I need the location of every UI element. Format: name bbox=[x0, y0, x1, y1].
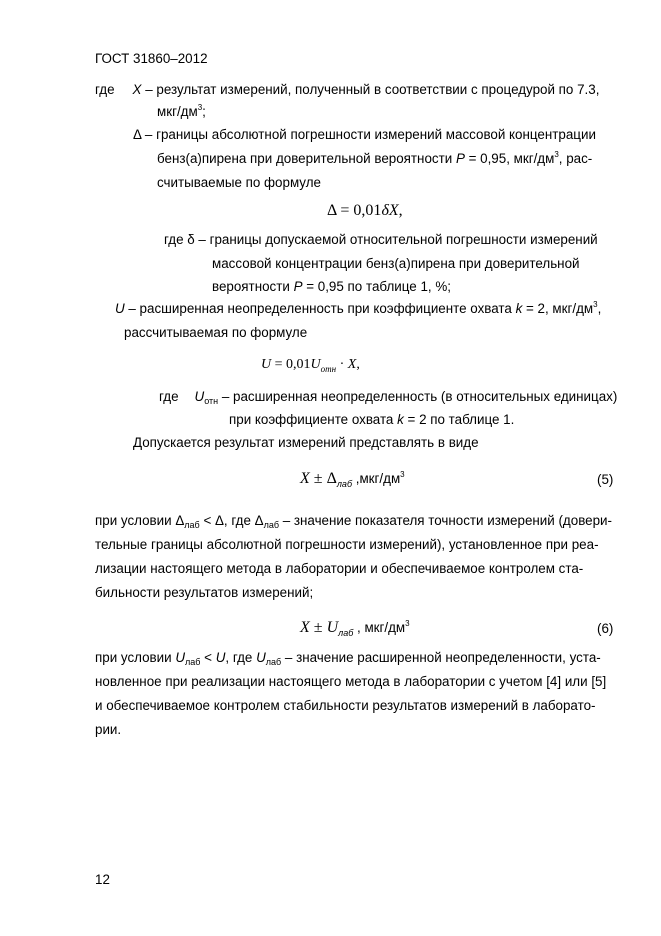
page-number: 12 bbox=[95, 872, 110, 887]
symbol-u: U bbox=[194, 389, 205, 404]
unit-exponent: 3 bbox=[197, 103, 203, 112]
text-part: = 0,95, мкг/дм bbox=[464, 151, 555, 166]
text-part: , где bbox=[225, 650, 257, 665]
formula-unit: ,мкг/дм bbox=[352, 471, 401, 486]
paragraph-1-line-2: тельные границы абсолютной погрешности измерений), установленное при реа- bbox=[95, 537, 599, 552]
formula-u-symbol: U bbox=[310, 357, 321, 372]
symbol-k: k bbox=[397, 412, 404, 427]
delta-definition-line-3: считываемые по формуле bbox=[157, 175, 321, 190]
formula-dot: · bbox=[336, 357, 348, 372]
document-id-header: ГОСТ 31860–2012 bbox=[95, 51, 208, 66]
unit: мкг/дм bbox=[157, 104, 198, 119]
punctuation: ; bbox=[202, 104, 206, 119]
paragraph-1-line-4: бильности результатов измерений; bbox=[95, 585, 314, 600]
subscript: лаб bbox=[265, 657, 282, 667]
u-definition-line bbox=[115, 301, 601, 317]
text-part: = 2, мкг/дм bbox=[522, 301, 594, 316]
text-part: – значение показателя точности измерений (довери- bbox=[279, 513, 612, 528]
text-part: = 2 по таблице 1. bbox=[403, 412, 515, 427]
unit-exponent: 3 bbox=[405, 619, 410, 628]
symbol-x: X bbox=[132, 82, 142, 97]
subscript: отн bbox=[204, 396, 219, 406]
formula-u-symbol: U bbox=[261, 357, 272, 372]
u-rel-definition-2 bbox=[229, 412, 514, 428]
text-part: , bbox=[597, 301, 602, 316]
formula-x: X bbox=[347, 357, 357, 372]
paragraph-2-line-4: рии. bbox=[95, 722, 122, 737]
formula-lhs: Δ = 0,01 bbox=[327, 202, 382, 219]
formula-5 bbox=[300, 469, 405, 488]
paragraph-2-line-2: новленное при реализации настоящего метода в лаборатории с учетом [4] или [5] bbox=[95, 674, 607, 689]
symbol-u: U bbox=[256, 650, 266, 665]
formula-subscript: отн bbox=[320, 364, 337, 374]
formula-x: X bbox=[300, 470, 310, 487]
text-part: при коэффициенте охвата bbox=[229, 412, 398, 427]
paragraph-2-line-3: и обеспечиваемое контролем стабильности результатов измерений в лаборато- bbox=[95, 698, 596, 713]
formula-u-symbol: U bbox=[326, 619, 339, 636]
u-definition-line-2: рассчитываемая по формуле bbox=[124, 325, 308, 340]
formula-pm-delta: ± Δ bbox=[309, 470, 337, 487]
text-part: бенз(а)пирена при доверительной вероятности bbox=[157, 151, 456, 166]
text-part: – значение расширенной неопределенности, уста- bbox=[281, 650, 601, 665]
subscript: лаб bbox=[185, 657, 201, 667]
gde-label: где bbox=[95, 82, 115, 97]
definition-line-x bbox=[95, 82, 599, 98]
unit-exponent: 3 bbox=[593, 300, 598, 309]
text-part: , рас- bbox=[558, 151, 593, 166]
unit-exponent: 3 bbox=[554, 150, 559, 159]
formula-unit: , мкг/дм bbox=[353, 620, 406, 635]
formula-delta bbox=[327, 201, 403, 220]
symbol-k: k bbox=[515, 301, 523, 316]
formula-pm: ± bbox=[309, 619, 327, 636]
text-part: < Δ, где Δ bbox=[199, 513, 264, 528]
paragraph-2-line-1 bbox=[95, 650, 615, 666]
small-delta-definition: где δ – границы допускаемой относительной погрешности измерений bbox=[164, 232, 598, 247]
formula-eq: = 0,01 bbox=[271, 357, 311, 372]
subscript: лаб bbox=[263, 520, 279, 530]
gde-label: где bbox=[159, 389, 179, 404]
formula-u bbox=[261, 357, 360, 374]
paragraph-1-line-1 bbox=[95, 513, 615, 529]
paragraph-allowed: Допускается результат измерений представлять в виде bbox=[133, 435, 479, 450]
definition-text: – результат измерений, полученный в соответствии с процедурой по 7.3, bbox=[141, 82, 600, 97]
text-part: < bbox=[200, 650, 216, 665]
formula-subscript: лаб bbox=[338, 628, 354, 638]
formula-6 bbox=[300, 618, 410, 637]
text-part: при условии bbox=[95, 650, 176, 665]
formula-x: X bbox=[300, 619, 310, 636]
symbol-u: U bbox=[115, 301, 125, 316]
text-part: вероятности bbox=[212, 279, 294, 294]
symbol-u: U bbox=[215, 650, 226, 665]
subscript: лаб bbox=[184, 520, 200, 530]
formula-subscript: лаб bbox=[336, 479, 353, 489]
text-part: при условии Δ bbox=[95, 513, 185, 528]
text-part: = 0,95 по таблице 1, %; bbox=[302, 279, 451, 294]
u-rel-definition bbox=[159, 389, 617, 405]
equation-number-5: (5) bbox=[597, 472, 614, 487]
text-part: – расширенная неопределенность при коэффициенте охвата bbox=[124, 301, 516, 316]
symbol-u: U bbox=[175, 650, 186, 665]
formula-delta-symbol: δ bbox=[381, 202, 389, 219]
delta-definition-line: Δ – границы абсолютной погрешности измерений массовой концентрации bbox=[133, 127, 596, 142]
small-delta-definition-2: массовой концентрации бенз(а)пирена при доверительной bbox=[212, 256, 580, 271]
text-part: – расширенная неопределенность (в относительных единицах) bbox=[218, 389, 618, 404]
symbol-p: P bbox=[293, 279, 303, 294]
formula-tail: , bbox=[398, 202, 403, 219]
small-delta-definition-3 bbox=[212, 279, 451, 295]
paragraph-1-line-3: лизации настоящего метода в лаборатории и обеспечиваемое контролем ста- bbox=[95, 561, 584, 576]
delta-definition-line-2 bbox=[157, 151, 615, 167]
equation-number-6: (6) bbox=[597, 621, 614, 636]
unit-exponent: 3 bbox=[400, 470, 405, 479]
unit-line bbox=[157, 104, 206, 120]
symbol-p: P bbox=[455, 151, 465, 166]
formula-x: X bbox=[388, 202, 399, 219]
formula-tail: , bbox=[356, 357, 360, 372]
